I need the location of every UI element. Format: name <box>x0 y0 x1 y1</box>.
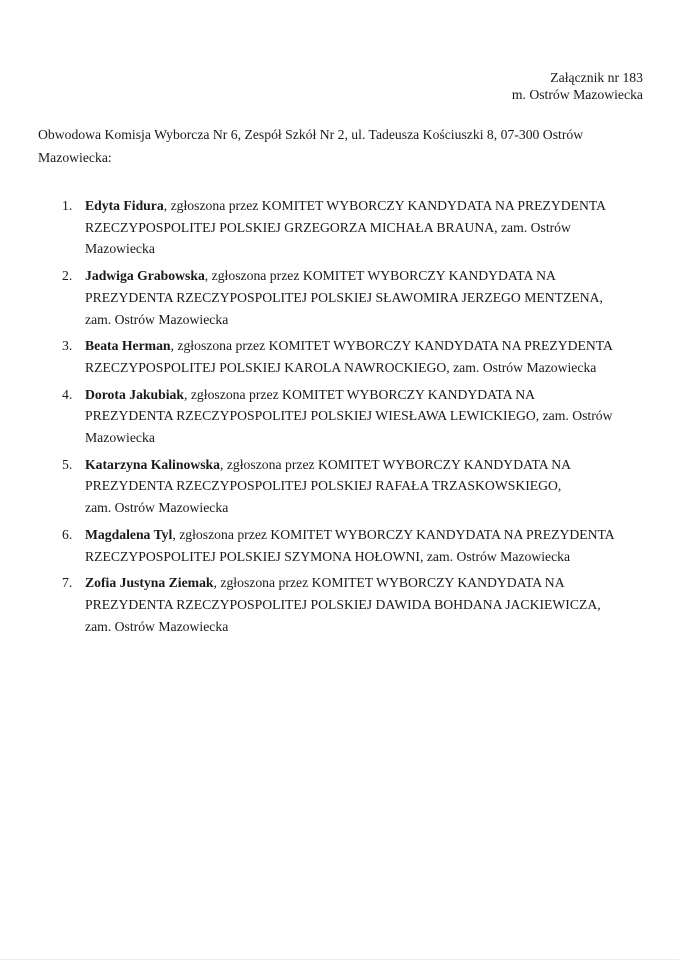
member-text <box>85 335 613 378</box>
member-number: 1. <box>62 198 73 213</box>
member-text-line: , zgłoszona przez KOMITET WYBORCZY KANDYDATA NA <box>204 268 556 284</box>
member-name: Jadwiga Grabowska <box>85 268 205 284</box>
member-text <box>85 524 615 567</box>
member-number: 3. <box>62 338 73 354</box>
member-name: Beata Herman <box>85 338 171 354</box>
member-text <box>85 384 613 449</box>
member-text <box>85 265 603 330</box>
member-name: Zofia Justyna Ziemak <box>85 575 214 591</box>
member-item <box>62 384 615 449</box>
member-name: Dorota Jakubiak <box>85 386 185 402</box>
member-name: Katarzyna Kalinowska <box>85 456 220 472</box>
member-text-line: Mazowiecka <box>85 241 155 257</box>
member-number: 6. <box>62 526 73 542</box>
member-text-line: zam. Ostrów Mazowiecka <box>85 311 229 327</box>
member-text-line: RZECZYPOSPOLITEJ POLSKIEJ SZYMONA HOŁOWNI, zam. Ostrów Mazowiecka <box>85 548 571 564</box>
member-text-line: PREZYDENTA RZECZYPOSPOLITEJ POLSKIEJ SŁAWOMIRA JERZEGO MENTZENA, <box>85 289 603 305</box>
member-item <box>62 335 615 378</box>
member-text-line: , zgłoszona przez KOMITET WYBORCZY KANDYDATA NA <box>219 456 572 472</box>
member-text <box>85 572 601 637</box>
member-item <box>62 524 615 567</box>
member-text-line: zam. Ostrów Mazowiecka <box>85 618 229 634</box>
attachment-header <box>512 70 643 103</box>
member-text-line: , zgłoszona przez KOMITET WYBORCZY KANDYDATA NA PREZYDENTA <box>163 198 607 213</box>
member-text-line: PREZYDENTA RZECZYPOSPOLITEJ POLSKIEJ DAWIDA BOHDANA JACKIEWICZA, <box>85 596 601 612</box>
attachment-number: Załącznik nr 183 <box>550 70 643 85</box>
member-text-line: zam. Ostrów Mazowiecka <box>85 500 229 516</box>
member-text-line: , zgłoszona przez KOMITET WYBORCZY KANDYDATA NA PREZYDENTA <box>170 338 613 354</box>
commission-intro-line: Obwodowa Komisja Wyborcza Nr 6, Zespół Szkół Nr 2, ul. Tadeusza Kościuszki 8, 07-300 Ostrów <box>38 127 584 142</box>
member-text-line: PREZYDENTA RZECZYPOSPOLITEJ POLSKIEJ RAFAŁA TRZASKOWSKIEGO, <box>85 478 562 494</box>
member-number: 4. <box>62 386 73 402</box>
member-text-line: Mazowiecka <box>85 430 155 446</box>
member-text <box>85 454 571 519</box>
member-item <box>62 572 615 637</box>
member-number: 5. <box>62 456 73 472</box>
member-name: Edyta Fidura <box>85 198 164 213</box>
member-list <box>62 195 615 642</box>
member-text-line: RZECZYPOSPOLITEJ POLSKIEJ KAROLA NAWROCKIEGO, zam. Ostrów Mazowiecka <box>85 359 597 375</box>
member-number: 2. <box>62 268 73 284</box>
member-text-line: RZECZYPOSPOLITEJ POLSKIEJ GRZEGORZA MICHAŁA BRAUNA, zam. Ostrów <box>85 219 571 235</box>
member-text-line: PREZYDENTA RZECZYPOSPOLITEJ POLSKIEJ WIESŁAWA LEWICKIEGO, zam. Ostrów <box>85 408 613 424</box>
member-name: Magdalena Tyl <box>85 526 173 542</box>
commission-intro <box>38 124 583 169</box>
member-item <box>62 454 615 519</box>
commission-intro-line: Mazowiecka: <box>38 149 112 165</box>
member-item <box>62 265 615 330</box>
member-text-line: , zgłoszona przez KOMITET WYBORCZY KANDYDATA NA <box>184 386 536 402</box>
member-text-line: , zgłoszona przez KOMITET WYBORCZY KANDYDATA NA <box>213 575 565 591</box>
member-text-line: , zgłoszona przez KOMITET WYBORCZY KANDYDATA NA PREZYDENTA <box>172 526 615 542</box>
member-item <box>62 195 615 260</box>
attachment-city: m. Ostrów Mazowiecka <box>511 86 643 102</box>
member-text <box>85 195 606 260</box>
member-number: 7. <box>62 575 73 591</box>
